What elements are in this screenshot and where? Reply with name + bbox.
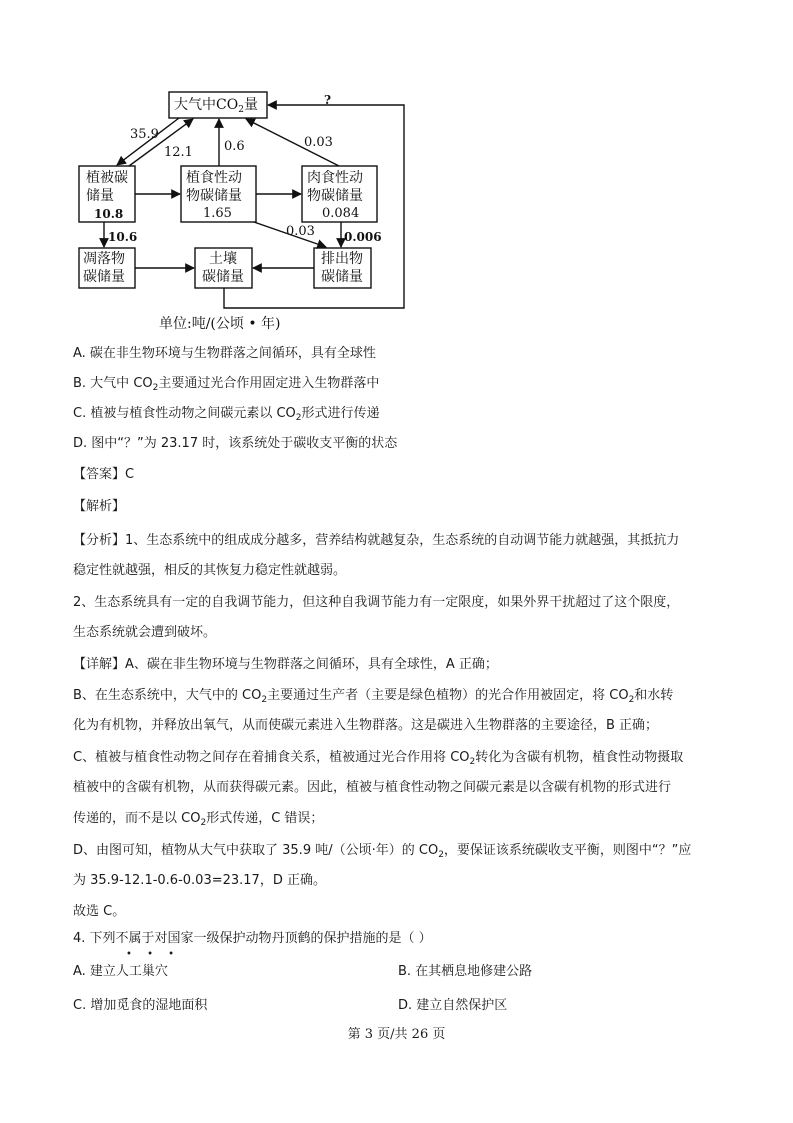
node-plant-value: 10.8 (94, 207, 124, 221)
node-plant-line2: 储量 (86, 188, 114, 204)
analysis-p2-line2: 生态系统就会遭到破坏。 (73, 625, 217, 640)
page-footer: 第 3 页/共 26 页 (347, 1027, 446, 1042)
node-excreta-line2: 碳储量 (321, 269, 363, 285)
option-c: C. 植被与植食性动物之间碳元素以 $CO_2$形式进行传递 (73, 406, 380, 423)
q4-emphasis-dots: • • • (126, 949, 181, 960)
q4-option-b: B. 在其栖息地修建公路 (398, 964, 533, 979)
label-herb-to-atm: 0.6 (224, 139, 245, 154)
analysis-p1-line1: 【分析】1、生态系统中的组成成分越多，营养结构就越复杂，生态系统的自动调节能力就越强，其抵抗力 (73, 533, 680, 548)
node-herbivore-value: 1.65 (203, 206, 232, 221)
label-herb-to-excreta: 0.03 (286, 224, 315, 239)
label-plant-to-litter: 10.6 (108, 230, 138, 244)
detail-c-line1: C、植被与植食性动物之间存在着捕食关系，植被通过光合作用将 $CO_2$转化为含碳有机物，植食性动物摄取 (73, 750, 684, 767)
analysis-title: 【解析】 (73, 499, 126, 514)
carbon-cycle-diagram (64, 88, 414, 336)
option-a: A. 碳在非生物环境与生物群落之间循环，具有全球性 (73, 346, 376, 361)
detail-conclusion: 故选 C。 (73, 904, 126, 919)
label-plant-to-atm: 12.1 (164, 145, 193, 160)
answer: 【答案】C (73, 467, 135, 482)
detail-d-line1: D、由图可知，植物从大气中获取了 35.9 吨/（公顷·年）的 $CO_2$，要保证该系统碳收支平衡，则图中“？”应 (73, 843, 692, 860)
option-d: D. 图中“？”为 23.17 时，该系统处于碳收支平衡的状态 (73, 436, 398, 451)
q4-stem: 4. 下列不属于对国家一级保护动物丹顶鹤的保护措施的是（ ） (73, 931, 432, 946)
diagram-unit: 单位:吨/(公顷 • 年) (159, 316, 281, 332)
detail-a: 【详解】A、碳在非生物环境与生物群落之间循环，具有全球性，A 正确； (73, 657, 498, 672)
node-plant-line1: 植被碳 (86, 170, 128, 186)
node-herbivore-line2: 物碳储量 (186, 188, 242, 204)
node-carnivore-value: 0.084 (322, 206, 360, 221)
detail-b-line1: B、在生态系统中，大气中的 $CO_2$主要通过生产者（主要是绿色植物）的光合作用被固定，将 $CO_2$和水转 (73, 688, 674, 705)
analysis-p1-line2: 稳定性就越强，相反的其恢复力稳定性就越弱。 (73, 563, 347, 578)
option-b: B. 大气中 $CO_2$主要通过光合作用固定进入生物群落中 (73, 376, 380, 393)
node-carnivore-line1: 肉食性动 (307, 170, 363, 186)
node-soil-line1: 土壤 (209, 251, 237, 267)
label-atm-to-plant: 35.9 (130, 127, 159, 142)
node-litter-line1: 凋落物 (83, 251, 125, 267)
node-herbivore-line1: 植食性动 (186, 170, 242, 186)
q4-option-a: A. 建立人工巢穴 (73, 964, 168, 979)
label-soil-to-atm: ? (324, 93, 332, 107)
detail-c-line3: 传递的，而不是以 $CO_2$形式传递，C 错误； (73, 811, 324, 828)
node-litter-line2: 碳储量 (83, 269, 125, 285)
label-carn-to-atm: 0.03 (304, 135, 333, 150)
node-carnivore-line2: 物碳储量 (307, 188, 363, 204)
detail-d-line2: 为 35.9-12.1-0.6-0.03=23.17，D 正确。 (73, 873, 326, 888)
detail-b-line2: 化为有机物，并释放出氧气，从而使碳元素进入生物群落。这是碳进入生物群落的主要途径，B 正确； (73, 718, 659, 733)
q4-option-c: C. 增加觅食的湿地面积 (73, 998, 208, 1013)
detail-c-line2: 植被中的含碳有机物，从而获得碳元素。因此，植被与植食性动物之间碳元素是以含碳有机物的形式进行 (73, 780, 672, 795)
q4-option-d: D. 建立自然保护区 (398, 998, 508, 1013)
analysis-p2-line1: 2、生态系统具有一定的自我调节能力，但这种自我调节能力有一定限度，如果外界干扰超过了这个限度， (73, 595, 680, 610)
node-excreta-line1: 排出物 (321, 251, 363, 267)
node-soil-line2: 碳储量 (202, 269, 244, 285)
node-atmosphere: 大气中$CO_2$量 (174, 97, 258, 115)
label-carn-to-excreta: 0.006 (344, 230, 382, 244)
